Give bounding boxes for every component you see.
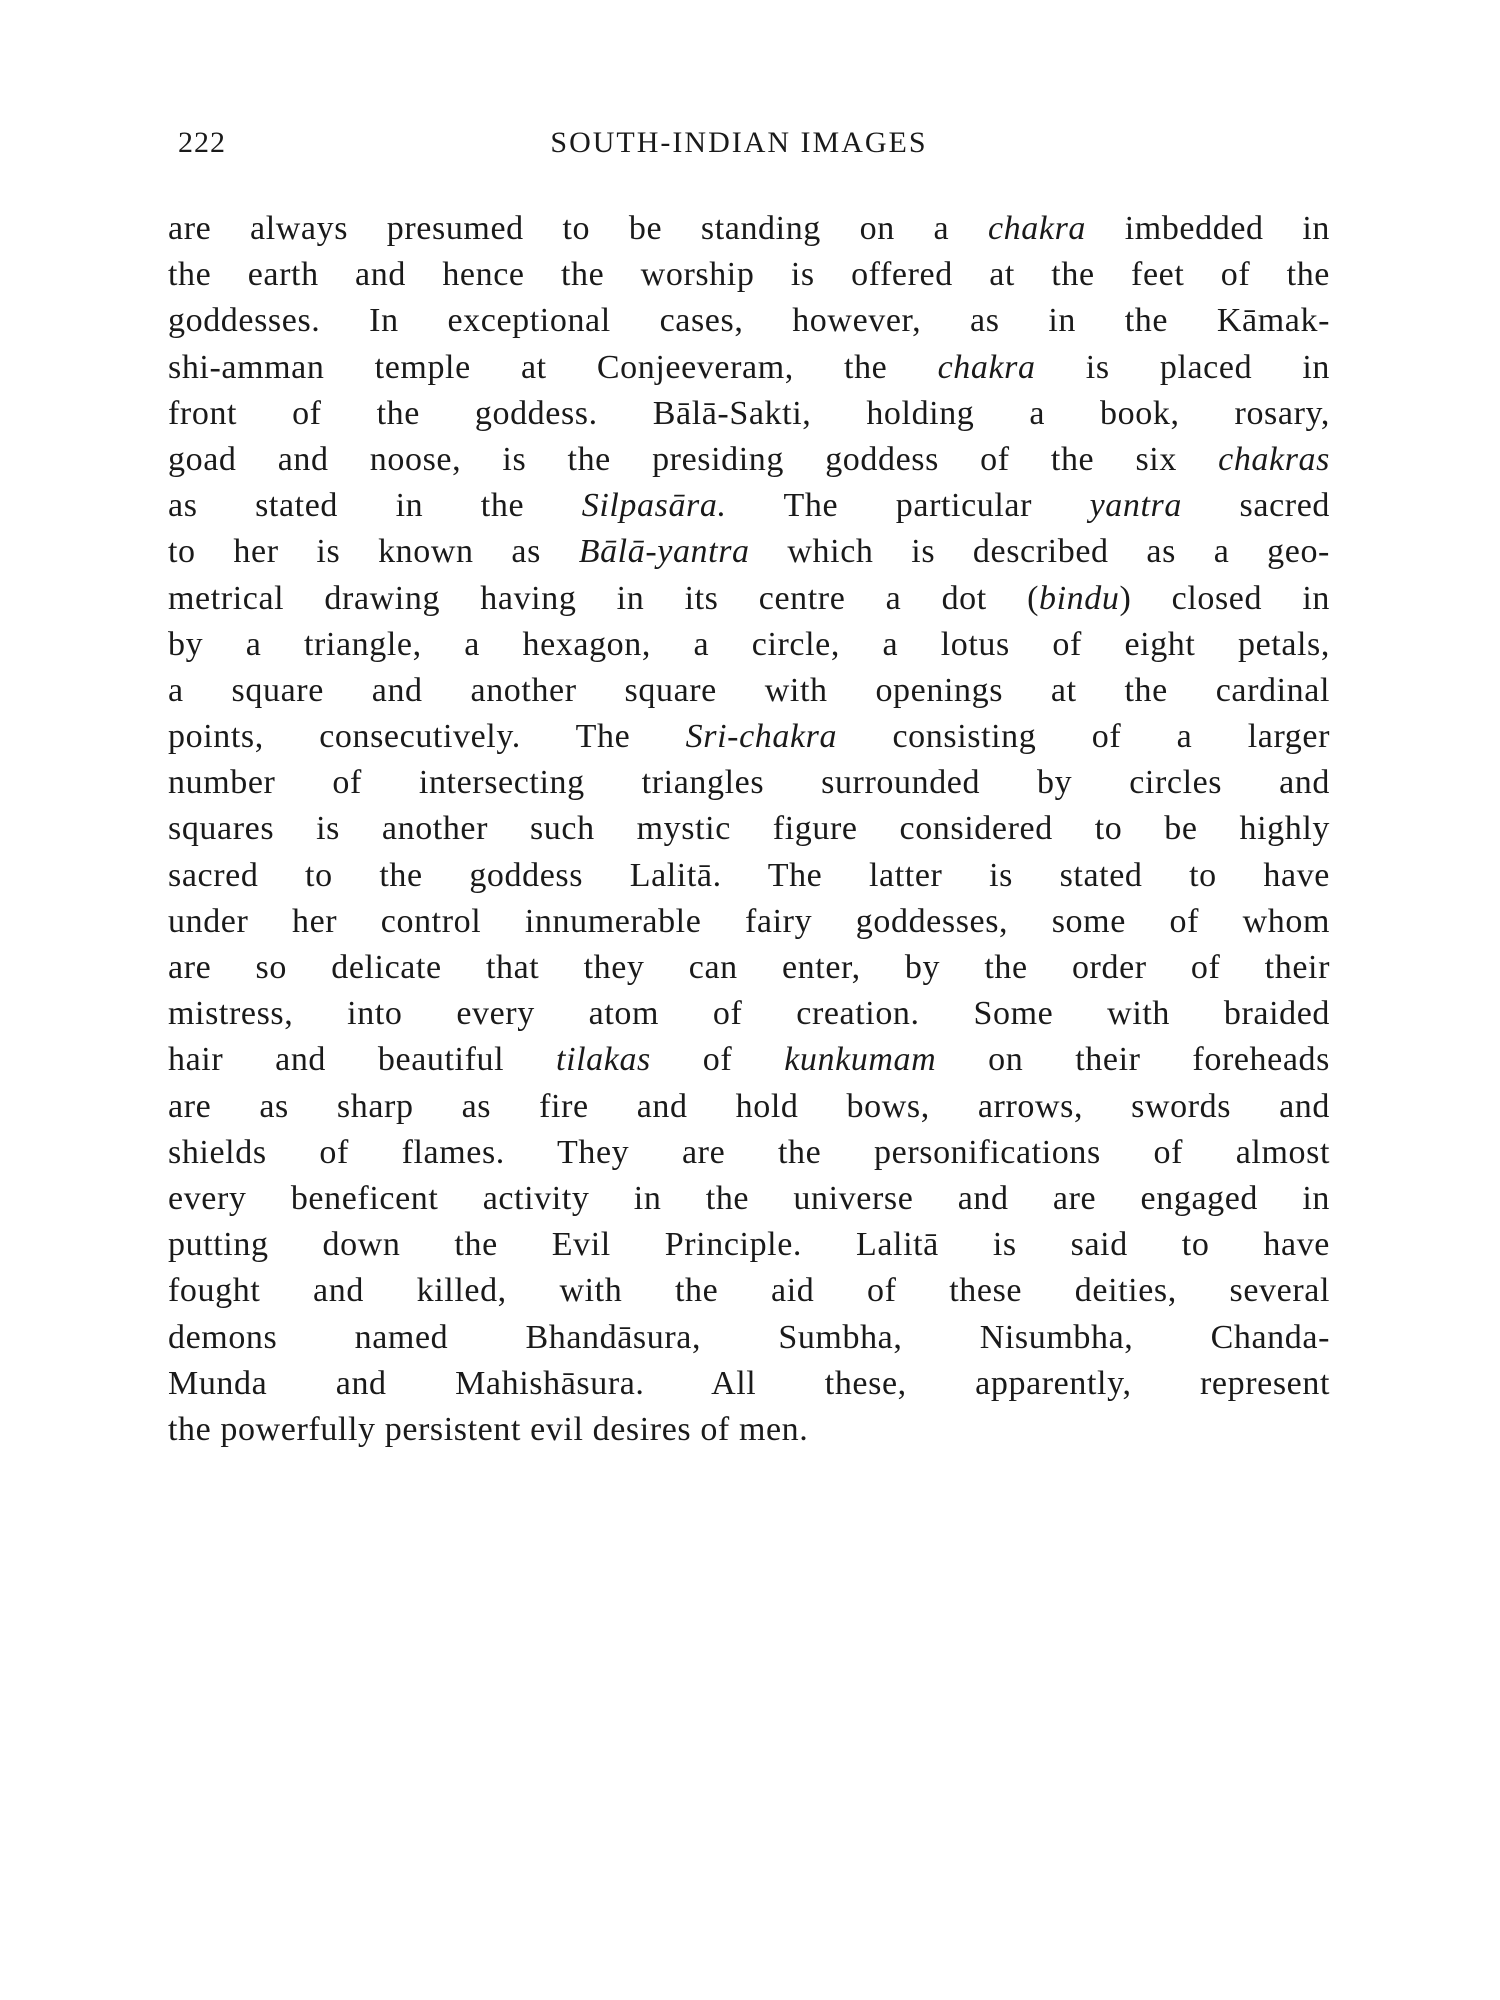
text-line — [168, 945, 1330, 991]
text-run: goddesses. In exceptional cases, however, as in the Kāmak- — [168, 302, 1330, 340]
text-line — [168, 529, 1330, 575]
text-line — [168, 206, 1330, 252]
text-line — [168, 252, 1330, 298]
text-run: of — [650, 1041, 785, 1079]
text-line — [168, 437, 1330, 483]
body-text — [168, 206, 1330, 1453]
text-run: metrical drawing having in its centre a dot ( — [168, 579, 1040, 617]
text-run: consisting of a larger — [837, 718, 1331, 756]
italic-term: yantra — [1089, 487, 1182, 525]
text-line — [168, 622, 1330, 668]
text-line — [168, 991, 1330, 1037]
text-line — [168, 1407, 1330, 1453]
text-run: sacred to the goddess Lalitā. The latter is stated to have — [168, 856, 1330, 894]
text-line — [168, 1084, 1330, 1130]
text-run: hair and beautiful — [168, 1041, 557, 1079]
text-line — [168, 576, 1330, 622]
italic-term: Bālā-yantra — [578, 533, 750, 571]
text-line — [168, 1130, 1330, 1176]
italic-term: chakra — [987, 210, 1086, 247]
text-run: are always presumed to be standing on a — [168, 210, 988, 247]
text-run: fought and killed, with the aid of these deities, several — [168, 1272, 1330, 1310]
text-run: demons named Bhandāsura, Sumbha, Nisumbha, Chanda- — [168, 1318, 1330, 1356]
text-run: on their foreheads — [936, 1041, 1330, 1079]
page-number: 222 — [178, 126, 226, 159]
text-run: points, consecutively. The — [168, 718, 686, 756]
text-line — [168, 1176, 1330, 1222]
text-line — [168, 1222, 1330, 1268]
italic-term: Silpasāra. — [581, 487, 727, 525]
text-line — [168, 391, 1330, 437]
text-run: every beneficent activity in the universe and are engaged in — [168, 1179, 1330, 1217]
italic-term: Sri-chakra — [685, 718, 838, 756]
italic-term: tilakas — [556, 1041, 651, 1079]
italic-term: bindu — [1039, 579, 1120, 617]
text-run: ) closed in — [1119, 579, 1330, 617]
text-line — [168, 668, 1330, 714]
text-run: by a triangle, a hexagon, a circle, a lotus of eight petals, — [168, 625, 1330, 663]
text-run: Munda and Mahishāsura. All these, apparently, represent — [168, 1364, 1330, 1402]
text-line — [168, 298, 1330, 344]
page-header — [168, 126, 1330, 166]
text-run: is placed in — [1035, 348, 1331, 386]
text-run: squares is another such mystic figure considered to be highly — [168, 810, 1330, 848]
text-run: sacred — [1181, 487, 1330, 525]
text-run: shields of flames. They are the personifications of almost — [168, 1133, 1330, 1171]
text-run: to her is known as — [168, 533, 579, 571]
text-run: the earth and hence the worship is offered at the feet of the — [168, 256, 1330, 294]
italic-term: chakra — [937, 348, 1036, 386]
text-line — [168, 1268, 1330, 1314]
text-line — [168, 1361, 1330, 1407]
text-run: number of intersecting triangles surrounded by circles and — [168, 764, 1330, 802]
running-title: SOUTH-INDIAN IMAGES — [550, 126, 928, 159]
text-line — [168, 760, 1330, 806]
text-line — [168, 483, 1330, 529]
text-line — [168, 806, 1330, 852]
text-run: the powerfully persistent evil desires of men. — [168, 1410, 809, 1448]
text-run: imbedded in — [1086, 210, 1330, 247]
text-run: which is described as a geo- — [749, 533, 1330, 571]
text-line — [168, 714, 1330, 760]
text-run: as stated in the — [168, 487, 582, 525]
italic-term: chakras — [1218, 440, 1330, 478]
text-run: are so delicate that they can enter, by the order of their — [168, 949, 1330, 986]
text-run: a square and another square with openings at the cardinal — [168, 671, 1330, 709]
text-run: mistress, into every atom of creation. Some with braided — [168, 995, 1330, 1033]
italic-term: kunkumam — [784, 1041, 937, 1079]
text-line — [168, 1315, 1330, 1361]
text-run: are as sharp as fire and hold bows, arrows, swords and — [168, 1087, 1330, 1125]
text-run: under her control innumerable fairy goddesses, some of whom — [168, 902, 1330, 940]
text-line — [168, 899, 1330, 945]
text-run: The particular — [726, 487, 1090, 525]
text-run: front of the goddess. Bālā-Sakti, holding a book, rosary, — [168, 394, 1330, 432]
text-run: goad and noose, is the presiding goddess of the six — [168, 440, 1219, 478]
text-run: shi-amman temple at Conjeeveram, the — [168, 348, 938, 386]
text-run: putting down the Evil Principle. Lalitā is said to have — [168, 1226, 1330, 1264]
text-line — [168, 853, 1330, 899]
text-line — [168, 345, 1330, 391]
text-line — [168, 1037, 1330, 1083]
